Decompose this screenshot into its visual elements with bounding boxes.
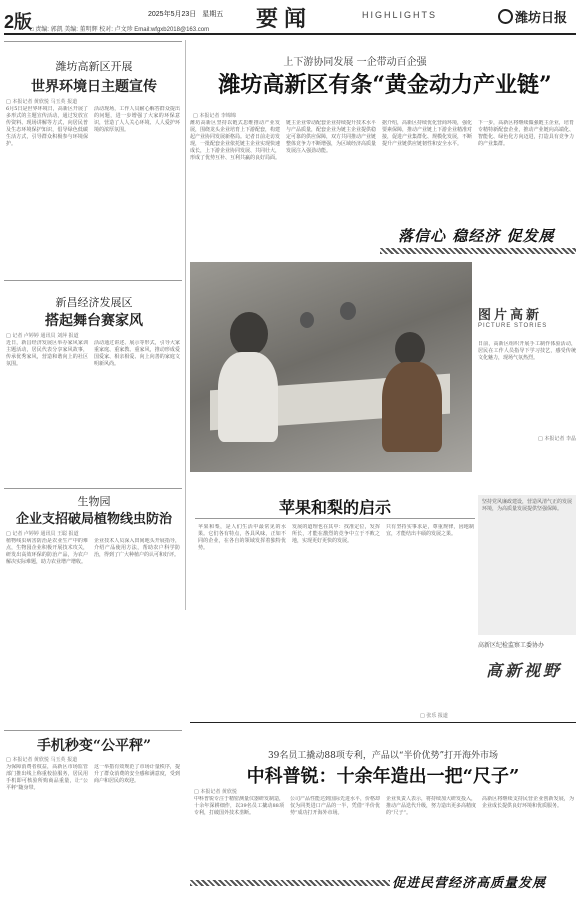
left3-headline: 企业支招破局植物线虫防治 — [15, 512, 172, 527]
photo-caption-text: 日前，高新区组织开展手工制作体验活动，居民在工作人员指导下学习技艺，感受传统文化魅力，现场气氛热烈。 — [478, 341, 576, 361]
issue-date — [148, 9, 223, 19]
main-body-col1: 潍坊高新区坚持以链式思维推动产业发展，围绕龙头企业培育上下游配套，构建起产业协同发展新格局。记者日前走访发现，一批配套企业依托链主企业实现快速成长，上下游企业协同发展、共同壮大，形成了优势互补、互利共赢的良好局面。 — [190, 120, 280, 161]
date-text: 2025年5月23日 — [148, 11, 197, 18]
weekday-text: 星期五 — [202, 11, 224, 18]
photo-column-subtitle: PICTURE STORIES — [478, 323, 548, 329]
left3-kicker: 生物园 — [77, 495, 111, 508]
bottom-col3: 企业负责人表示，将持续加大研发投入，推动产品迭代升级，努力造出更多高精度的“尺子”。 — [386, 796, 476, 816]
logo-icon — [498, 9, 513, 24]
side-column-brand: 高新视野 — [486, 661, 563, 680]
left4-body-a: 为保障消费者权益，高新区市场监管部门推出线上称重校验服务，居民用手机即可核验所购商品重量，让“公平秤”随身带。 — [6, 764, 88, 791]
side-column-note: 高新区纪检监察工委协办 — [478, 642, 545, 649]
left1-headline: 世界环境日主题宣传 — [31, 79, 157, 95]
left-rule-2 — [4, 280, 182, 281]
bottom-rule — [190, 722, 576, 723]
photo-credit: □ 本报记者 李晶 — [538, 436, 576, 442]
main-body-col3: 据介绍，高新区持续优化营商环境，强化要素保障，推动产业链上下游企业精准对接，促进产业集群化、规模化发展，不断提升产业链供应链韧性和安全水平。 — [382, 120, 472, 147]
left3-body-b: 企业技术人员深入田间地头开展指导，介绍产品使用方法，帮助农户科学防治，得到了广大种植户的认可和好评。 — [94, 538, 180, 558]
slogan-stripe — [380, 248, 576, 254]
essay-author: □ 张乐 报道 — [420, 713, 448, 719]
left2-kicker: 新昌经济发展区 — [55, 296, 133, 309]
essay-col2: 发展的道理也在其中：找准定位，发挥所长，才能在激烈的竞争中立于不败之地，实现更好更快的发展。 — [292, 524, 380, 544]
left1-byline: □ 本报记者 黄欣悦 马玉英 报道 — [6, 99, 78, 105]
news-photo — [190, 262, 472, 472]
footer-stripe — [190, 880, 390, 886]
side-column-body: 坚持党风廉政建设，营造风清气正的发展环境，为高质量发展提供坚强保障。 — [482, 499, 573, 512]
main-kicker: 上下游协同发展 一企带动百企强 — [283, 57, 427, 68]
header-rule — [4, 33, 576, 35]
left2-headline: 搭起舞台赛家风 — [45, 313, 143, 329]
bottom-col1: 中科普锐专注于精密测量仪器研发制造，十余年深耕细作，以39名员工撬动88项专利，打破国外技术垄断。 — [194, 796, 284, 816]
page-number: 2版 — [4, 12, 33, 32]
left2-body-a: 近日，新昌经济发展区举办家风家训主题活动，居民代表分享家风故事，传承优秀家风，营造和谐向上的社区氛围。 — [6, 340, 88, 367]
main-body-col4: 下一步，高新区将继续做强链主企业，培育专精特新配套企业，推动产业链向高端化、智能化、绿色化方向迈进，打造具有竞争力的产业集群。 — [478, 120, 574, 147]
left-rule-4 — [4, 730, 182, 731]
left4-byline: □ 本报记者 黄欣悦 马玉英 报道 — [6, 757, 78, 763]
bottom-byline: □ 本报记者 黄欣悦 — [194, 789, 237, 795]
editor-meta: □ 责编: 郭凯 美编: 董明辉 校对: 卢文珍 Email:wfgxb2018@163.com — [30, 27, 210, 33]
footer-slogan: 促进民营经济高质量发展 — [392, 876, 547, 891]
left1-kicker: 潍坊高新区开展 — [55, 60, 133, 73]
essay-col3: 只有坚持实事求是，尊重规律，因地制宜，才能结出丰硕的发展之果。 — [386, 524, 474, 537]
essay-col1: 苹果和梨，是人们生活中最常见的水果。它们各有特点，各具风味，正如不同的企业，在各自的领域发挥着独特优势。 — [198, 524, 286, 551]
bottom-col2: 公司产品性能达到国际先进水平，价格却仅为同类进口产品的一半，凭借“半价优势”成功打开海外市场。 — [290, 796, 380, 816]
essay-headline: 苹果和梨的启示 — [278, 498, 391, 517]
left2-byline: □ 记者 卢婷婷 通讯员 刘萍 报道 — [6, 333, 79, 339]
main-byline: □ 本报记者 李锦锦 — [193, 113, 236, 119]
left4-headline: 手机秒变“公平秤” — [36, 738, 152, 754]
side-column-text — [478, 495, 576, 635]
paper-name: 潍坊日报 — [515, 11, 568, 26]
photo-column-title: 图片高新 — [478, 308, 543, 323]
left-rule-3 — [4, 488, 182, 489]
left3-body-a: 植物线虫病害防治是农业生产中的难点，生物园企业积极开展技术攻关，研发出高效环保的防治产品，为农户解决实际难题，助力农业增产增收。 — [6, 538, 88, 565]
bottom-headline: 中科普锐：十余年造出一把“尺子” — [246, 766, 520, 787]
left4-body-b: 这一举措有效规范了市场计量秩序，提升了群众消费的安全感和满意度，受到商户和居民的欢迎。 — [94, 764, 180, 784]
main-headline: 潍坊高新区有条“黄金动力产业链” — [218, 72, 552, 98]
essay-rule — [195, 518, 475, 519]
main-slogan: 落信心 稳经济 促发展 — [398, 227, 555, 245]
left3-byline: □ 记者 卢婷婷 通讯员 王聪 报道 — [6, 531, 79, 537]
left-top-rule — [4, 41, 182, 42]
paper-logo — [498, 7, 567, 26]
bottom-kicker: 39名员工撬动88项专利，产品以“半价优势”打开海外市场 — [267, 751, 499, 761]
main-body-col2: 链主企业带动配套企业持续提升技术水平与产品质量，配套企业为链主企业提供稳定可靠的供应保障，双方共同推动产业链整体竞争力不断增强，为区域经济高质量发展注入强劲动能。 — [286, 120, 376, 154]
left1-body-a: 6月5日是世界环境日，高新区开展了多形式的主题宣传活动，通过发放宣传资料、现场讲解等方式，向居民普及生态环境保护知识，倡导绿色低碳生活方式，引导群众积极参与环境保护。 — [6, 106, 88, 147]
left1-body-b: 活动现场，工作人员耐心解答群众提出的问题，进一步增强了大家的环保意识，营造了人人关心环境、人人爱护环境的浓厚氛围。 — [94, 106, 180, 133]
photo-caption-box — [478, 304, 576, 442]
left2-body-b: 活动通过讲述、展示等形式，引导大家重家庭、重家教、重家风，推动形成爱国爱家、相亲相爱、向上向善的家庭文明新风尚。 — [94, 340, 180, 367]
section-title: 要闻 — [256, 6, 313, 32]
section-english: HIGHLIGHTS — [362, 10, 438, 20]
bottom-col4: 高新区将继续支持民营企业创新发展，为企业成长提供良好环境和优质服务。 — [482, 796, 574, 809]
column-divider — [185, 40, 186, 610]
